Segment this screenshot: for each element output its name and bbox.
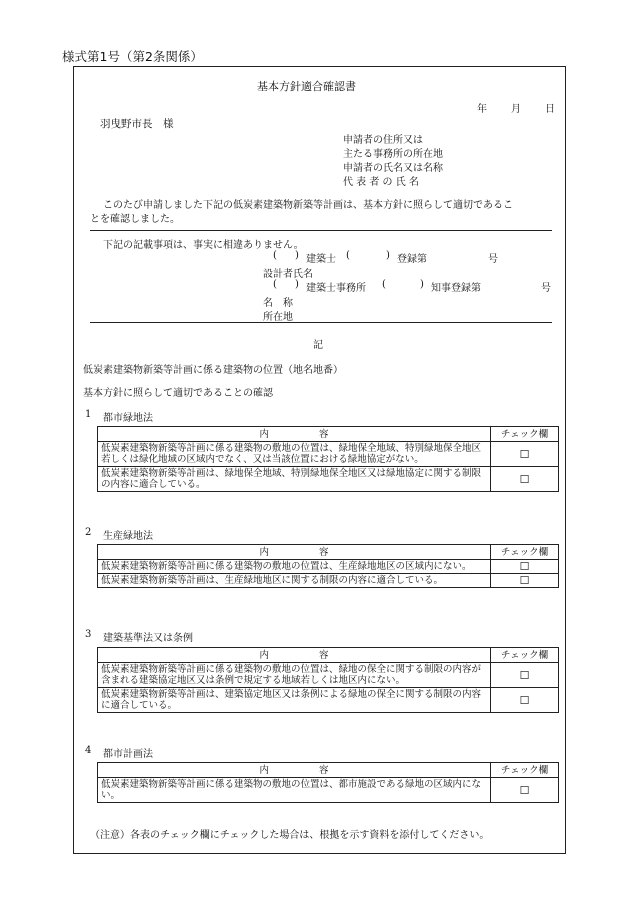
registration-open: ( (346, 250, 350, 261)
intro-line-1: このたび申請しました下記の低炭素建築物新築等計画は、基本方針に照らして適切であるこ (103, 200, 513, 211)
table-header-row (98, 427, 559, 442)
architect-office-label: 建築士事務所 (306, 283, 366, 294)
divider-line (90, 230, 552, 231)
governor-close: ) (420, 279, 424, 290)
applicant-office-label: 主たる事務所の所在地 (343, 149, 443, 160)
section-title: 生産緑地法 (103, 531, 153, 542)
registration-suffix: 号 (488, 254, 498, 265)
condition-text: 低炭素建築物新築等計画は、建築協定地区又は条例による緑地の保全に関する制限の内容に適合している。 (98, 688, 491, 713)
condition-text: 低炭素建築物新築等計画は、緑地保全地域、特別緑地保全地区又は緑地協定に関する制限の内容に適合している。 (98, 467, 491, 492)
table-row (98, 442, 559, 467)
table-row (98, 688, 559, 713)
confirmation-label: 基本方針に照らして適切であることの確認 (83, 388, 273, 399)
checkbox[interactable]: ☐ (491, 560, 559, 574)
architect-label: 建築士 (306, 254, 336, 265)
checkbox[interactable]: ☐ (491, 688, 559, 713)
checkbox[interactable]: ☐ (491, 574, 559, 588)
table-row (98, 663, 559, 688)
content-column-header: 内容 (98, 763, 491, 778)
ki-heading: 記 (313, 340, 323, 351)
condition-text: 低炭素建築物新築等計画に係る建築物の敷地の位置は、緑地保全地域、特別緑地保全地区若しくは緑化地域の区域内でなく、又は当該位置における緑地協定がない。 (98, 442, 491, 467)
section-number: 3 (85, 629, 92, 640)
section-title: 建築基準法又は条例 (103, 633, 193, 644)
document-title: 基本方針適合確認書 (257, 80, 356, 93)
checklist-table (97, 426, 559, 492)
checkbox[interactable]: ☐ (491, 467, 559, 492)
section-number: 2 (85, 527, 92, 538)
date-year: 年 (477, 104, 487, 115)
check-column-header: チェック欄 (491, 545, 559, 560)
section-title: 都市緑地法 (103, 413, 153, 424)
table-header-row (98, 763, 559, 778)
table-row (98, 560, 559, 574)
condition-text: 低炭素建築物新築等計画に係る建築物の敷地の位置は、緑地の保全に関する制限の内容が含まれる建築協定地区又は条例で規定する地域若しくは地区内にない。 (98, 663, 491, 688)
date-day: 日 (545, 104, 555, 115)
applicant-name-label: 申請者の氏名又は名称 (343, 163, 443, 174)
applicant-address-label: 申請者の住所又は (343, 135, 423, 146)
office-address-label: 所在地 (263, 312, 293, 323)
form-number-label: 様式第1号（第2条関係） (62, 49, 203, 64)
attachment-note: （注意）各表のチェック欄にチェックした場合は、根拠を示す資料を添付してください。 (90, 830, 490, 841)
addressee: 羽曳野市長 様 (100, 118, 174, 130)
table-header-row (98, 648, 559, 663)
qualification-open: ( (273, 250, 277, 261)
intro-line-2: とを確認しました。 (90, 214, 180, 225)
condition-text: 低炭素建築物新築等計画は、生産緑地地区に関する制限の内容に適合している。 (98, 574, 491, 588)
content-column-header: 内容 (98, 427, 491, 442)
divider-line (90, 322, 552, 323)
checkbox[interactable]: ☐ (491, 663, 559, 688)
checklist-table (97, 762, 559, 803)
check-column-header: チェック欄 (491, 648, 559, 663)
representative-name-label: 代 表 者 の 氏 名 (343, 177, 419, 188)
condition-text: 低炭素建築物新築等計画に係る建築物の敷地の位置は、生産緑地地区の区域内にない。 (98, 560, 491, 574)
location-label: 低炭素建築物新築等計画に係る建築物の位置（地名地番） (83, 365, 343, 376)
governor-open: ( (382, 279, 386, 290)
designer-name-label: 設計者氏名 (263, 269, 313, 280)
section-number: 1 (85, 409, 92, 420)
checklist-table (97, 544, 559, 588)
section-number: 4 (85, 745, 92, 756)
date-month: 月 (511, 104, 521, 115)
table-row (98, 778, 559, 803)
check-column-header: チェック欄 (491, 763, 559, 778)
checklist-table (97, 647, 559, 713)
registration-close: ) (386, 250, 390, 261)
table-row (98, 574, 559, 588)
governor-registration-suffix: 号 (541, 283, 551, 294)
section-title: 都市計画法 (103, 749, 153, 760)
check-column-header: チェック欄 (491, 427, 559, 442)
office-qual-close: ) (295, 279, 299, 290)
checkbox[interactable]: ☐ (491, 442, 559, 467)
registration-label: 登録第 (397, 254, 427, 265)
checkbox[interactable]: ☐ (491, 778, 559, 803)
table-header-row (98, 545, 559, 560)
governor-registration-label: 知事登録第 (431, 283, 481, 294)
office-name-label: 名 称 (263, 298, 293, 309)
qualification-close: ) (295, 250, 299, 261)
content-column-header: 内容 (98, 648, 491, 663)
declaration-text: 下記の記載事項は、事実に相違ありません。 (103, 240, 304, 251)
office-qual-open: ( (273, 279, 277, 290)
condition-text: 低炭素建築物新築等計画に係る建築物の敷地の位置は、都市施設である緑地の区域内にない。 (98, 778, 491, 803)
content-column-header: 内容 (98, 545, 491, 560)
table-row (98, 467, 559, 492)
